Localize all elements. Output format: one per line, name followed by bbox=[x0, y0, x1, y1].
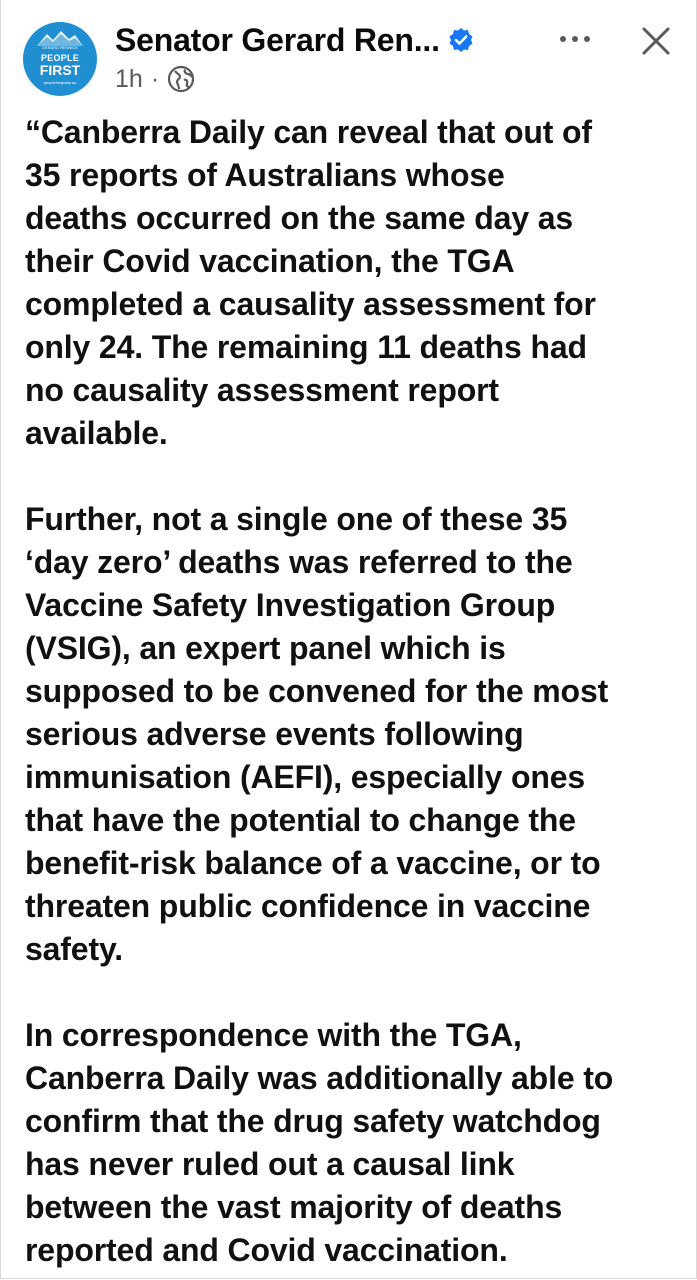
avatar[interactable] bbox=[23, 22, 97, 96]
text-line: that have the potential to change the bbox=[25, 802, 576, 838]
text-line: their Covid vaccination, the TGA bbox=[25, 243, 515, 279]
avatar-line2: FIRST bbox=[39, 62, 81, 78]
text-line: Vaccine Safety Investigation Group bbox=[25, 587, 556, 623]
text-line: (VSIG), an expert panel which is bbox=[25, 630, 506, 666]
text-line: “Canberra Daily can reveal that out of bbox=[25, 114, 592, 150]
text-line: Canberra Daily was additionally able to bbox=[25, 1060, 614, 1096]
timestamp[interactable]: 1h bbox=[115, 64, 143, 93]
text-line: supposed to be convened for the most bbox=[25, 673, 609, 709]
text-line: reported and Covid vaccination. bbox=[25, 1232, 508, 1268]
avatar-url: peoplefirstparty.au bbox=[43, 80, 77, 85]
text-line: 35 reports of Australians whose bbox=[25, 157, 505, 193]
post-paragraph bbox=[25, 1014, 685, 1272]
close-icon[interactable] bbox=[641, 26, 671, 56]
avatar-line1: PEOPLE bbox=[40, 53, 80, 63]
verified-badge-icon bbox=[448, 27, 474, 53]
text-line: threaten public confidence in vaccine bbox=[25, 888, 591, 924]
meta-separator: · bbox=[150, 64, 160, 93]
text-line: safety. bbox=[25, 931, 123, 967]
text-line: no causality assessment report bbox=[25, 372, 499, 408]
mountain-logo-icon bbox=[37, 30, 83, 46]
globe-icon[interactable] bbox=[167, 65, 195, 93]
text-line: benefit-risk balance of a vaccine, or to bbox=[25, 845, 601, 881]
post-paragraph bbox=[25, 498, 685, 971]
author-name[interactable]: Senator Gerard Ren... bbox=[115, 21, 440, 58]
post-meta bbox=[115, 62, 195, 96]
text-line: available. bbox=[25, 415, 168, 451]
text-line: between the vast majority of deaths bbox=[25, 1189, 563, 1225]
post-paragraph bbox=[25, 111, 685, 455]
avatar-top-text: GERARD RENNICK bbox=[41, 45, 79, 50]
text-line: confirm that the drug safety watchdog bbox=[25, 1103, 601, 1139]
more-options-icon[interactable] bbox=[557, 32, 593, 46]
post-header bbox=[1, 0, 696, 110]
text-line: only 24. The remaining 11 deaths had bbox=[25, 329, 587, 365]
author-row bbox=[115, 19, 474, 61]
text-line: deaths occurred on the same day as bbox=[25, 200, 573, 236]
text-line: In correspondence with the TGA, bbox=[25, 1017, 522, 1053]
text-line: ‘day zero’ deaths was referred to the bbox=[25, 544, 573, 580]
post-text bbox=[25, 111, 685, 1279]
text-line: Further, not a single one of these 35 bbox=[25, 501, 568, 537]
text-line: immunisation (AEFI), especially ones bbox=[25, 759, 586, 795]
text-line: has never ruled out a causal link bbox=[25, 1146, 515, 1182]
text-line: serious adverse events following bbox=[25, 716, 524, 752]
text-line: completed a causality assessment for bbox=[25, 286, 596, 322]
